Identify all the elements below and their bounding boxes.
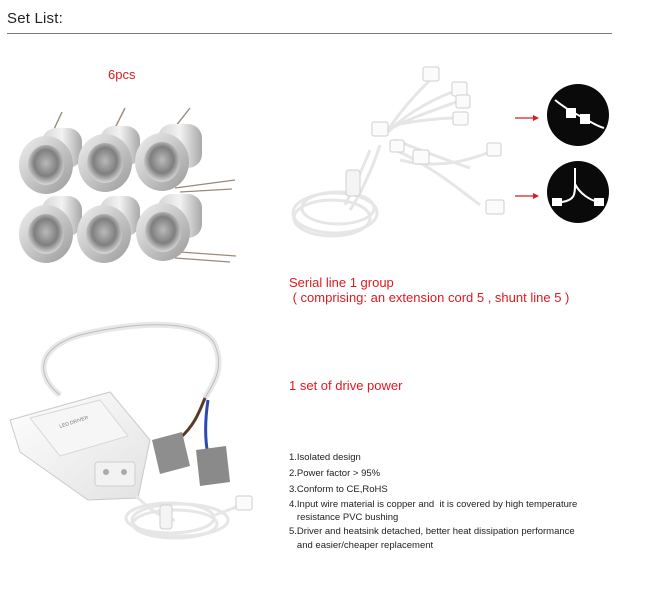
spec-line: resistance PVC bushing bbox=[289, 512, 399, 523]
serial-line-detail: ( comprising: an extension cord 5 , shunt line 5 ) bbox=[289, 290, 570, 305]
spec-line: 1.Isolated design bbox=[289, 452, 361, 463]
drive-power-label: 1 set of drive power bbox=[289, 378, 403, 393]
spec-line: 3.Conform to CE,RoHS bbox=[289, 484, 388, 495]
spec-line: and easier/cheaper replacement bbox=[289, 540, 434, 551]
lamps-quantity-label: 6pcs bbox=[108, 67, 136, 82]
spec-list bbox=[289, 450, 577, 553]
serial-line-label: Serial line 1 group bbox=[289, 275, 394, 290]
spec-line: 4.Input wire material is copper and it is covered by high temperature bbox=[289, 499, 578, 510]
svg-text:LED DRIVER: LED DRIVER bbox=[58, 414, 90, 430]
spec-line: 5.Driver and heatsink detached, better heat dissipation performance bbox=[289, 526, 575, 537]
spec-line: 2.Power factor > 95% bbox=[289, 468, 381, 479]
set-list-title: Set List: bbox=[7, 10, 63, 27]
